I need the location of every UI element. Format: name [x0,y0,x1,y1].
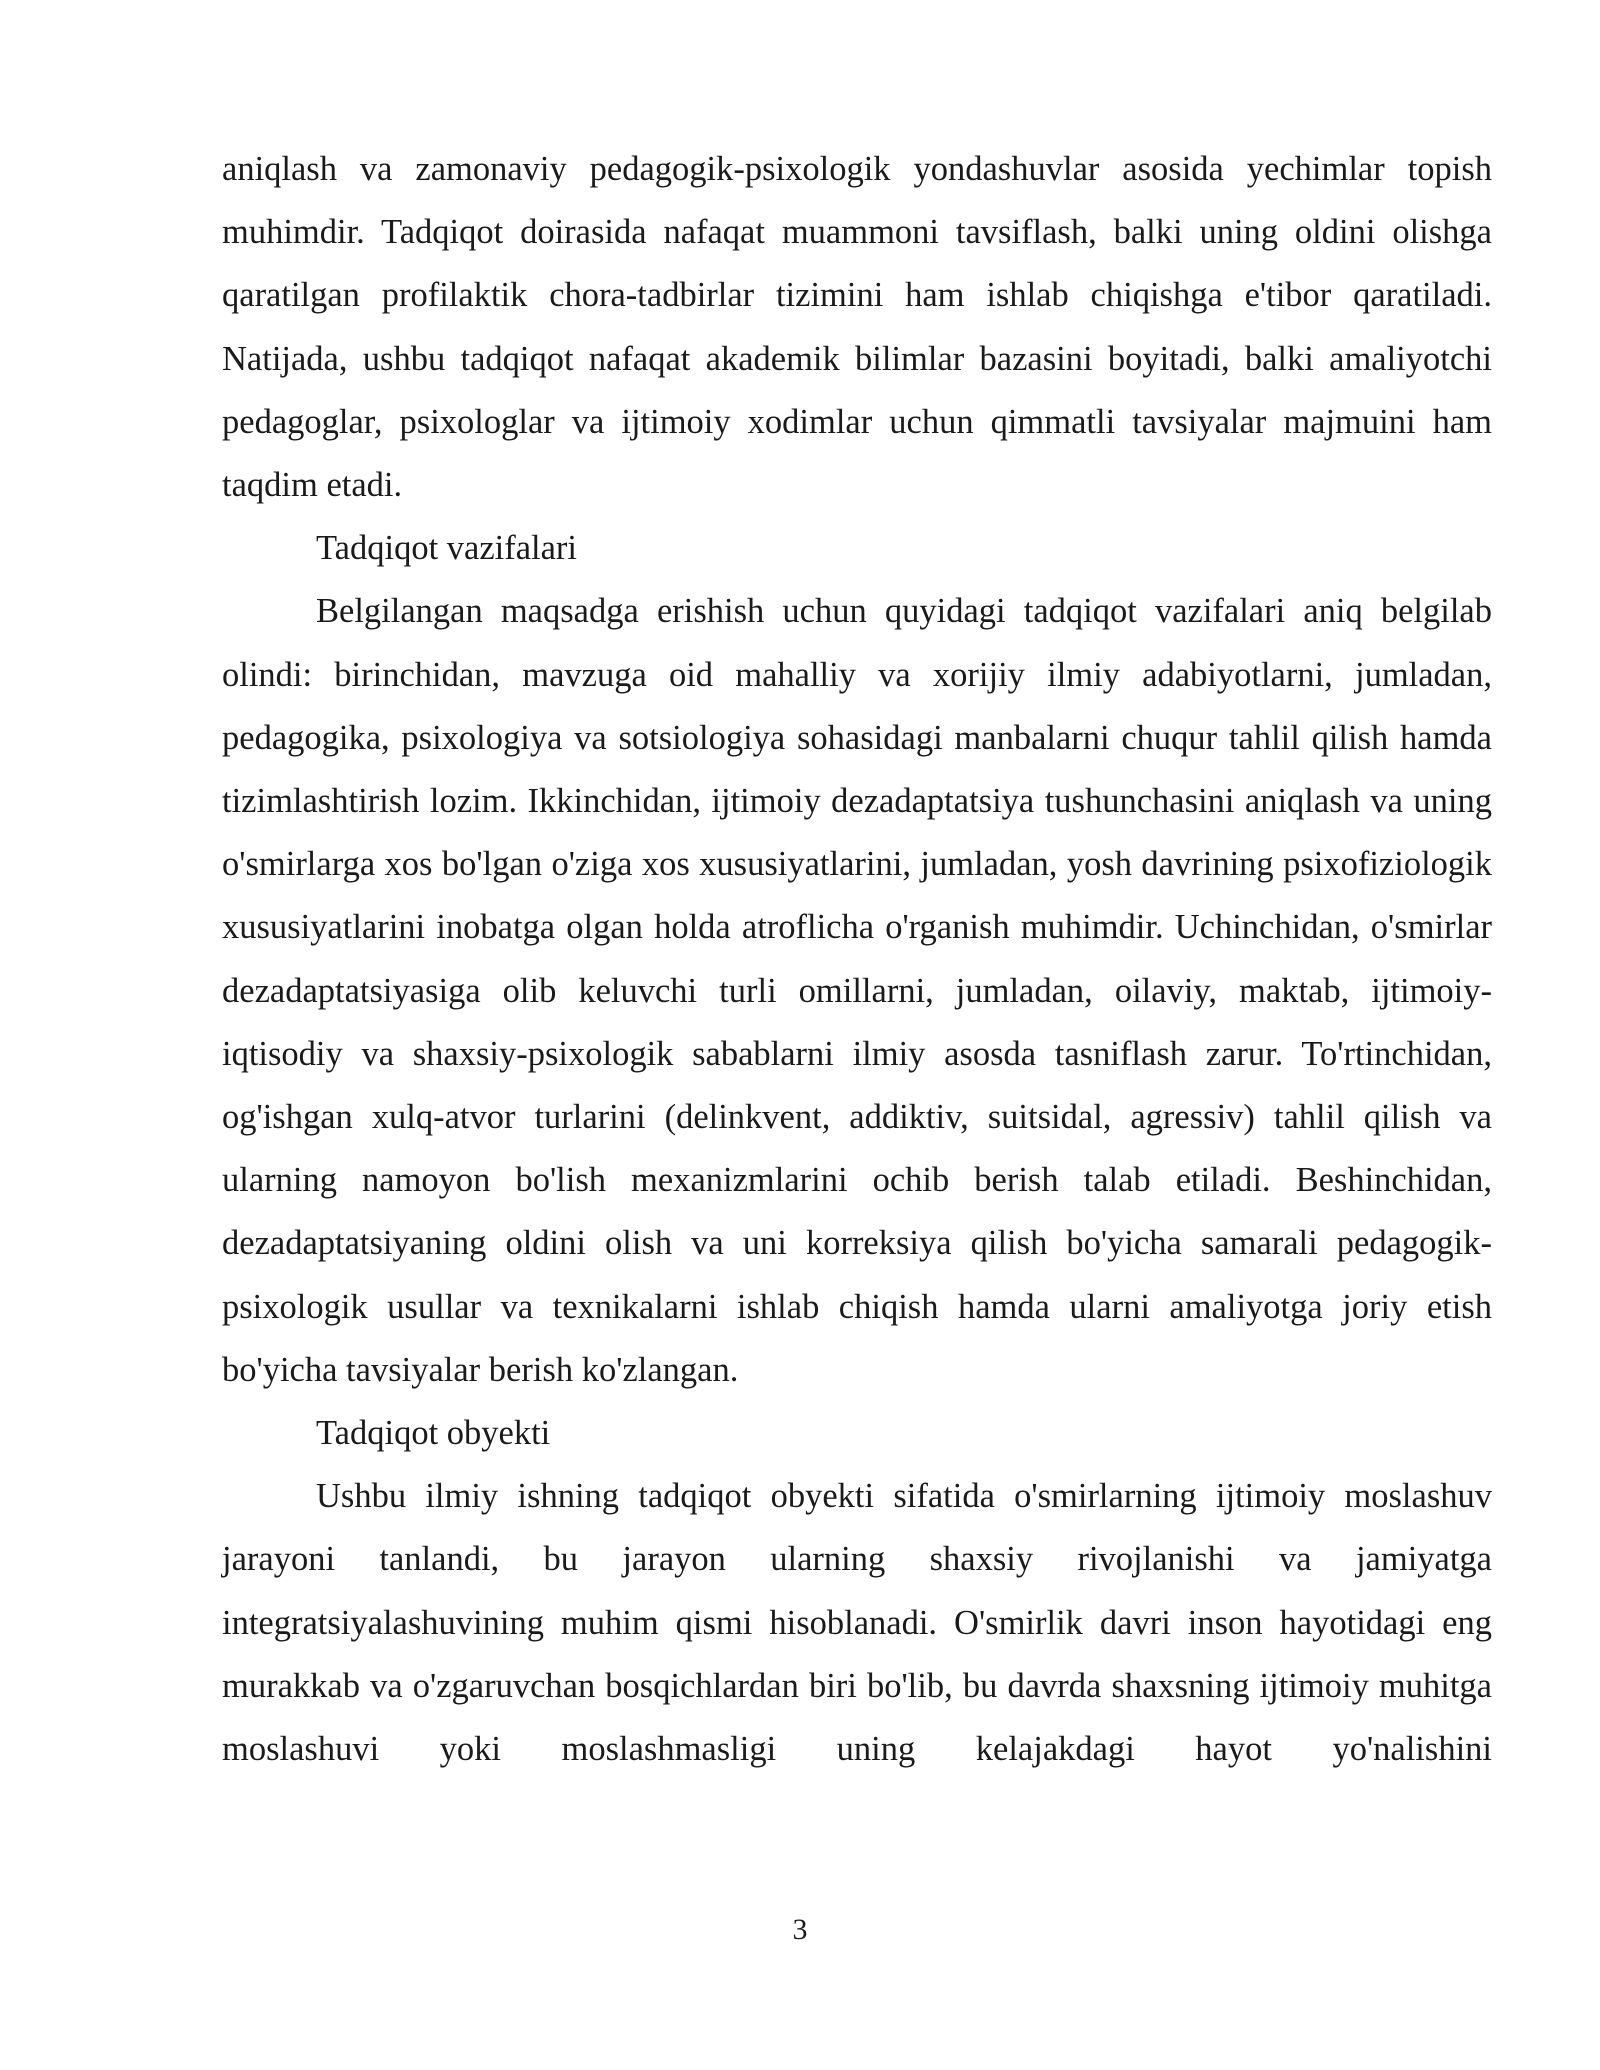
body-paragraph: Belgilangan maqsadga erishish uchun quyidagi tadqiqot vazifalari aniq belgilab olindi: birinchidan, mavzuga oid mahalliy va xorijiy ilmiy adabiyotlarni, jumladan, pedagogika, psixologiya va sotsiologiya sohasidagi manbalarni chuqur tahlil qilish hamda tizimlashtirish lozim. Ikkinchidan, ijtimoiy dezadaptatsiya tushunchasini aniqlash va uning o'smirlarga xos bo'lgan o'ziga xos xususiyatlarini, jumladan, yosh davrining psixofiziologik xususiyatlarini inobatga olgan holda atroflicha o'rganish muhimdir. Uchinchidan, o'smirlar dezadaptatsiyasiga olib keluvchi turli omillarni, jumladan, oilaviy, maktab, ijtimoiy-iqtisodiy va shaxsiy-psixologik sabablarni ilmiy asosda tasniflash zarur. To'rtinchidan, og'ishgan xulq-atvor turlarini (delinkvent, addiktiv, suitsidal, agressiv) tahlil qilish va ularning namoyon bo'lish mexanizmlarini ochib berish talab etiladi. Beshinchidan, dezadaptatsiyaning oldini olish va uni korreksiya qilish bo'yicha samarali pedagogik-psixologik usullar va texnikalarni ishlab chiqish hamda ularni amaliyotga joriy etish bo'yicha tavsiyalar berish ko'zlangan. [222,592,1492,1389]
document-page [222,138,1492,1781]
body-paragraph-last-line-justified: Ushbu ilmiy ishning tadqiqot obyekti sifatida o'smirlarning ijtimoiy moslashuv jarayoni tanlandi, bu jarayon ularning shaxsiy rivojlanishi va jamiyatga integratsiyalashuvining muhim qismi hisoblanadi. O'smirlik davri inson hayotidagi eng murakkab va o'zgaruvchan bosqichlardan biri bo'lib, bu davrda shaxsning ijtimoiy muhitga moslashuvi yoki moslashmasligi uning kelajakdagi hayot yo'nalishini [222,1477,1492,1769]
page-number: 3 [792,1913,808,1946]
body-paragraph: aniqlash va zamonaviy pedagogik-psixologik yondashuvlar asosida yechimlar topish muhimdir. Tadqiqot doirasida nafaqat muammoni tavsiflash, balki uning oldini olishga qaratilgan profilaktik chora-tadbirlar tizimini ham ishlab chiqishga e'tibor qaratiladi. Natijada, ushbu tadqiqot nafaqat akademik bilimlar bazasini boyitadi, balki amaliyotchi pedagoglar, psixologlar va ijtimoiy xodimlar uchun qimmatli tavsiyalar majmuini ham taqdim etadi. [222,150,1492,505]
section-heading: Tadqiqot vazifalari [316,529,578,568]
section-heading: Tadqiqot obyekti [316,1414,551,1453]
